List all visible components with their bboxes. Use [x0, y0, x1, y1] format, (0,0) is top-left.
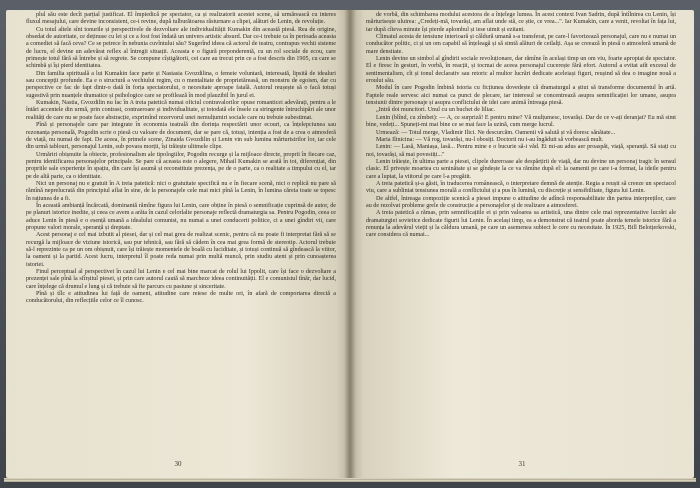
paragraph: A treia patetică a rămas, prin semnificațiile ei și prin valoarea sa artistică, una dintre cele mai reprezentative lucrări ale dramaturgiei sovietice dedicate figurii lui Lenin. În același timp, ea a demonstrat că teatrul poate aborda temele istorice fără a renunța la adevărul vieții și la căldura umană, pe care un asemenea subiect le cere cu necesitate. În 1925, Bill Belotțerkovski, care considera că numai...: [366, 210, 676, 239]
paragraph: Nici un personaj nu e gratuit în A treia patetică: nici o gratuitate specifică nu e în fiecare scenă, nici o replică nu pare să rămînă neprelucrată din principiul aflat în sine, de la personajele cele mai mici pînă la Lenin, în lumina căreia toate se topesc în rațiunea de a fi.: [26, 180, 336, 202]
paragraph: Maria Ilinicina: — Vă rog, tovarăși, nu-l obosiți. Doctorii nu i-au îngăduit să vorbească mult.: [376, 136, 604, 143]
paragraph: Lenin devine un simbol al gîndirii sociale revoluționare, dar rămîne în același timp un om viu, foarte apropiat de spectator. El e firesc în gesturi, în vorbă, în reacții, și tocmai de aceea personajul cucerește fără efort. Autorul a evitat atît excesul de sentimentalism, cît și tonul declarativ sau retoric al multor lucrări dedicate aceleiași figuri, reușind să dea o imagine nouă a eroului său.: [366, 56, 676, 85]
paragraph: În această ambianță încărcată, dominantă rămîne figura lui Lenin, care obține în piesă o semnificație cuprinsă de autor, de pe planuri istorice inedite, și ceea ce avem a arăta în cazul celorlalte personaje reflectă dramaturgia sa. Pentru Pogodin, ceea ce aduce Lenin în piesă e o esență umană a idealului comunist, nu numai a unei conducerii politice, ci a unei gîndiri vii, care propune valori morale, speranță și dreptate.: [26, 202, 336, 231]
paragraph: „Intră doi muncitori. Unul cu un buchet de liliac.: [376, 107, 496, 114]
paragraph: Urmează: — Totul merge, Vladimir Ilici. Ne descurcăm. Oamenii vă salută și vă doresc sănătate...: [376, 129, 616, 136]
left-page-text: [26, 12, 336, 306]
paragraph: Lenin trăiește, în ultima parte a piesei, clipele dureroase ale despărțirii de viață, dar nu devine un personaj tragic în sensul clasic. El privește moartea cu seninătate și se gîndește la ce va rămîne după el: la oamenii pe care i-a format, la ideile pentru care a luptat, la viitorul pe care l-a pregătit.: [366, 158, 676, 180]
paragraph: Lenin: — Lasă, Maniașa, lasă... Pentru mine e o bucurie să-i văd. Ei mi-au adus aer proaspăt, viață, speranță. Să stați cu noi, tovarăși, să mai povestiți...": [366, 144, 676, 158]
paragraph: De altfel, întreaga compoziție scenică a piesei impune o atitudine de adîncă responsabilitate din partea interpreților, care au de rezolvat probleme grele de construcție a personajelor și de realizare a atmosferei.: [366, 195, 676, 209]
paragraph: de vorbă, din schimbarea modului acestora de a înțelege lumea. În acest context Ivan Sadrin, după întîlnirea cu Lenin, își mărturisește uluirea: „Credeți-mă, tovarăși, am aflat unde stă, ce știe, ce vrea...". Iar Kumakin, care a venit, revoltat în fața lui, iar după cîteva minute își pierde aplombul și iese uimit și ezitant.: [366, 12, 676, 33]
paragraph: Pînă și personajele care par integrate în economia teatrală din dorința respectării unor ecouri, ca înțelepciunea sau rezonanța personală, Pogodin scrie o piesă cu valoare de document, dar se pare că, totuși, intenția a fost de a crea o atmosferă de viață, nu numai de fapt. De aceea, în primele scene, Zinaida Gvozdilin și Lenin vin sub lumina mărturisirilor lor, iar cele din urmă tablouri, personajul Lenin, sub povara morții, își trăiește ultimele clipe.: [26, 122, 336, 151]
paragraph: Finul perceptual al perspectivei în cazul lui Lenin e cel mai bine marcat de rolul lui Ippolit, care își face o dezvoltare a prezenței sale pînă la sfîrșitul piesei, și prin care autorul caută să marcheze ideea continuității. El e comunistul tînăr, dar lucid, care înțelege că drumul e lung și că trebuie să fie parcurs cu pasiune și sinceritate.: [26, 269, 336, 290]
paragraph: Urmăriri obișnuite la obiecte, profesionalism ale tipologiilor, Pogodin recurge și la mijloace directe, proprii în fiecare caz, pentru identificarea personajelor principale. Se pare că aceasta este o alegere, Mihail Kumakin se arată în tot, diferențiat, din propriile sale experiențe în spațiu, din care își asumă și reconstituie prezența, pe de o parte, ca o realitate a timpului cu el, iar pe de altă parte, ca o identitate.: [26, 151, 336, 180]
paragraph: Kumakin, Nastia, Gvozdilin nu fac în A treia patetică numai oficiul contravalorilor opuse romanticei adevărați, pentru a le întări accentele din urmă, prin contrast, contraeroare și individualitate, și totodată ele însele ca stringente întruchipări ale unor realități de care nu se poate face abstracție, exprimînd rezervorul unei nemulțumiri sociale care nu trebuie subestimat.: [26, 100, 336, 121]
page-edges: [4, 478, 696, 482]
paragraph: Lenin (blînd, cu zîmbet): — A, ce surpriză! E pentru mine? Vă mulțumesc, tovarăși. Dar de ce v-ați deranjat? Eu mă simt bine, vedeți... Spuneți-mi mai bine ce se mai face la uzină, cum merge lucrul.: [366, 114, 676, 129]
paragraph: Climatul acesta de tensiune interioară și căldură umană s-a transferat, pe care-l favorizează personajul, care nu e numai un conducător politic, ci și un om capabil să înțeleagă și să simtă alături de ceilalți. Așa se creează în piesă o atmosferă umană de mare densitate.: [366, 34, 676, 55]
right-page-text: [366, 12, 676, 240]
right-page-number: 31: [518, 460, 526, 468]
left-page-number: 30: [174, 460, 182, 468]
paragraph: A treia patetică și-a găsit, în traducerea românească, o interpretare demnă de atenție. Regia a reușit să creeze un spectacol viu, care a subliniat tensiunea morală a conflictului și a pus în lumină, cu discreție și sensibilitate, figura lui Lenin.: [366, 180, 676, 195]
paragraph: Modul în care Pogodin îmbină istoria cu ficțiunea dovedește că dramaturgul a știut să transforme documentul în artă. Faptele reale servesc aici numai ca punct de plecare, iar interesul se concentrează asupra semnificației lor umane, asupra tensiunii dintre personaje și asupra conflictului de idei care animă întreaga piesă.: [366, 85, 676, 107]
right-page: [350, 10, 694, 478]
paragraph: Acest personaj e cel mai izbutit al piesei, dar și cel mai greu de realizat scenic, pentru că nu poate fi interpretat fără să se recurgă la mijloace de viziune istorică, sau pur tehnică, sau fără să cădem în cea mai grea formă de stereotip. Actorul trebuie să-l reprezinte ca pe un om obișnuit, care își trăiește momentele de boală cu luciditate, și totuși continuă să gîndească la viitor, la oameni și la partid. Acest lucru, interpretul îl poate reda numai prin multă muncă, prin studiu atent și prin cunoașterea istoriei.: [26, 232, 336, 268]
paragraph: Pînă și tîlc e atitudinea lui față de oameni, atitudine care reiese de multe ori, în afară de comportarea directă a conducătorului, din reflecțiile celor ce îl cunosc.: [26, 291, 336, 305]
paragraph: plul său este decît parțial justificat. El împiedică pe spectator, ca și realizatorii acestei scene, să urmărească cu interes fluxul mesajului, care devine inconsistent, ce-i revine, după tulburătoarea răsturnare a clipei, alături de Lenin, de revoluție.: [26, 12, 336, 26]
paragraph: Din familia spirituală a lui Kumakin face parte și Nastasia Gvozdilina, o femeie voluntară, interesată, lipsită de idealuri sau concepții profunde. Ea e o structură a vechiului regim, cu o mentalitate de proprietăreasă, un monstru de egoism, dar cu perspective ce fac de fapt dintr-o dată în forța spectatorului, o necesitate aproape fatală. Autorul reușește să o facă totuși sugestivă prin nuanțele dramatice și psihologice care se profilează în mod plauzibil în jurul ei.: [26, 70, 336, 99]
left-page: [6, 10, 350, 478]
paragraph: Cu totul altele sînt tonurile și perspectivele de dezvoltare ale individualității Kumakin din această piesă. Rea de origine, obsedat de autoritate, ce deținuse cu lei și ce a fost fost îndată un univers artistic absurd. Dar ce-i trebuie ca în perioada aceasta a comediei să facă ceva? Ce se petrece în nebunia cuvîntului său? Sugerînd ideea că actorul de teatru, contrapus vechii sisteme de lucru, el devine un adevărat reflex al întregii situații. Aceasta e o figură preponderentă, cu un rol sociale de ecou, care primește totul fără să întrebe și să regrete. Se compune cîștigătorii, cei care au trecut prin ce a fost descris din 1905, cu care se schimbă și își pierd identitatea.: [26, 26, 336, 70]
